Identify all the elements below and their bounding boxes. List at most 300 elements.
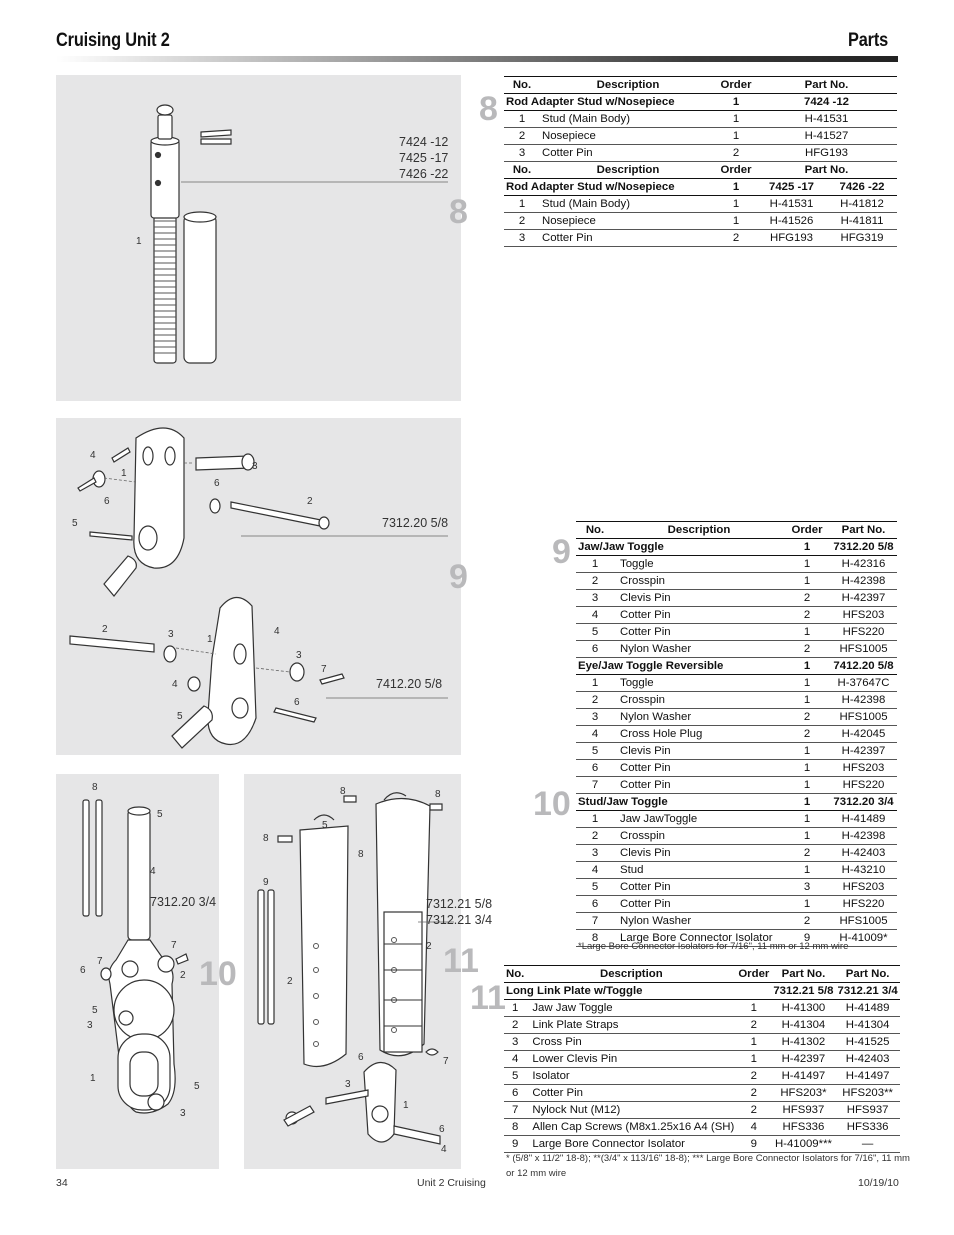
group-part-b: 7426 -22 <box>827 179 897 196</box>
cell-no: 6 <box>576 760 614 777</box>
table-row <box>576 811 897 828</box>
cell-part: H-42403 <box>830 845 897 862</box>
cell-no: 1 <box>576 675 614 692</box>
cell-no: 2 <box>576 828 614 845</box>
callout-7b: 7 <box>97 956 103 967</box>
cell-part-b: H-41304 <box>836 1017 900 1034</box>
cell-order: 1 <box>784 777 830 794</box>
cell-part: HFS1005 <box>830 709 897 726</box>
cell-part-a: HFS336 <box>771 1119 835 1136</box>
table-row <box>576 675 897 692</box>
col-no: No. <box>504 162 540 179</box>
cell-desc: Nosepiece <box>540 213 716 230</box>
callout-3: 3 <box>252 461 258 472</box>
group-part-a: 7425 -17 <box>756 179 827 196</box>
cell-no: 8 <box>504 1119 526 1136</box>
cell-order: 2 <box>736 1017 771 1034</box>
table-row <box>576 573 897 590</box>
cell-desc: Link Plate Straps <box>526 1017 736 1034</box>
cell-part-b: — <box>836 1136 900 1153</box>
cell-no: 5 <box>576 879 614 896</box>
cell-order: 2 <box>716 145 756 162</box>
col-order: Order <box>716 162 756 179</box>
callout-2b: 2 <box>102 624 108 635</box>
col-order: Order <box>716 77 756 94</box>
table-row <box>504 1068 900 1085</box>
figure-number-10: 10 <box>199 955 237 993</box>
cell-part: HFS1005 <box>830 641 897 658</box>
cell-desc: Cotter Pin <box>614 777 784 794</box>
group-title: Long Link Plate w/Toggle <box>504 983 771 1000</box>
callout-5: 5 <box>72 518 78 529</box>
table-row <box>504 1051 900 1068</box>
cell-part: H-41489 <box>830 811 897 828</box>
cell-no: 4 <box>576 862 614 879</box>
cell-part: H-41527 <box>756 128 897 145</box>
cell-order: 2 <box>784 726 830 743</box>
kit-label-top: 7312.20 5/8 <box>382 516 449 530</box>
table-row <box>576 641 897 658</box>
cell-desc: Toggle <box>614 556 784 573</box>
kit-label-bottom: 7412.20 5/8 <box>376 677 443 691</box>
group-part: 7412.20 5/8 <box>830 658 897 675</box>
cell-part: H-42398 <box>830 828 897 845</box>
figure-number-9: 9 <box>449 558 468 596</box>
cell-order: 1 <box>784 692 830 709</box>
parts-table-8 <box>504 76 897 247</box>
table-row <box>504 230 897 247</box>
cell-desc: Cotter Pin <box>614 624 784 641</box>
cell-order: 1 <box>784 624 830 641</box>
col-description: Description <box>614 522 784 539</box>
cell-no: 1 <box>504 1000 526 1017</box>
cell-order: 1 <box>716 111 756 128</box>
cell-no: 5 <box>504 1068 526 1085</box>
callout-4c: 4 <box>172 679 178 690</box>
callout-3b: 3 <box>168 629 174 640</box>
cell-desc: Nosepiece <box>540 128 716 145</box>
callout-8b: 8 <box>435 789 441 800</box>
group-order: 1 <box>784 794 830 811</box>
callout-5: 5 <box>322 820 328 831</box>
kit-label: 7312.20 3/4 <box>150 895 217 909</box>
cell-desc: Large Bore Connector Isolator <box>526 1136 736 1153</box>
cell-no: 6 <box>576 641 614 658</box>
page-number: 34 <box>56 1177 68 1189</box>
cell-order: 1 <box>784 862 830 879</box>
callout-1b: 1 <box>207 634 213 645</box>
col-description: Description <box>540 162 716 179</box>
callout-6b: 6 <box>214 478 220 489</box>
kit-label-1: 7312.21 5/8 <box>426 897 493 911</box>
cell-desc: Isolator <box>526 1068 736 1085</box>
callout-2b: 2 <box>287 976 293 987</box>
callout-7: 7 <box>443 1056 449 1067</box>
col-order: Order <box>736 966 771 983</box>
cell-order: 1 <box>716 128 756 145</box>
cell-part: HFG193 <box>756 145 897 162</box>
cell-part-a: H-41009*** <box>771 1136 835 1153</box>
callout-1: 1 <box>136 236 142 247</box>
callout-4: 4 <box>90 450 96 461</box>
cell-order: 2 <box>784 641 830 658</box>
callout-4: 4 <box>150 866 156 877</box>
cell-desc: Cotter Pin <box>540 145 716 162</box>
callout-6c: 6 <box>294 697 300 708</box>
cell-order: 1 <box>716 213 756 230</box>
cell-part: H-37647C <box>830 675 897 692</box>
table-number-10: 10 <box>533 785 571 823</box>
table-header <box>504 162 897 179</box>
figure-panel-8 <box>56 75 468 401</box>
long-link-plate-drawing <box>244 774 461 1169</box>
callout-3b: 3 <box>180 1108 186 1119</box>
table-row <box>576 777 897 794</box>
cell-part: H-42045 <box>830 726 897 743</box>
footer-date: 10/19/10 <box>858 1177 899 1189</box>
cell-no: 3 <box>576 709 614 726</box>
cell-desc: Nylock Nut (M12) <box>526 1102 736 1119</box>
table-row <box>576 726 897 743</box>
cell-desc: Cross Hole Plug <box>614 726 784 743</box>
cell-no: 1 <box>504 111 540 128</box>
table-row <box>504 128 897 145</box>
cell-order: 2 <box>736 1102 771 1119</box>
table-row <box>576 845 897 862</box>
col-description: Description <box>540 77 716 94</box>
kit-label-3: 7426 -22 <box>399 167 449 181</box>
parts-table-11 <box>504 965 900 1153</box>
cell-part-a: H-41497 <box>771 1068 835 1085</box>
callout-9: 9 <box>263 877 269 888</box>
cell-part-a: H-41300 <box>771 1000 835 1017</box>
cell-desc: Stud (Main Body) <box>540 111 716 128</box>
callout-6b: 6 <box>439 1124 445 1135</box>
callout-8c: 8 <box>263 833 269 844</box>
cell-no: 2 <box>576 573 614 590</box>
cell-part: H-42397 <box>830 590 897 607</box>
cell-order: 1 <box>784 811 830 828</box>
group-row <box>504 983 900 1000</box>
cell-desc: Lower Clevis Pin <box>526 1051 736 1068</box>
cell-desc: Clevis Pin <box>614 743 784 760</box>
table-row <box>504 1000 900 1017</box>
parts-table-9-10 <box>576 521 897 947</box>
col-part-b: Part No. <box>836 966 900 983</box>
cell-desc: Jaw Jaw Toggle <box>526 1000 736 1017</box>
cell-no: 7 <box>504 1102 526 1119</box>
cell-order: 1 <box>736 1034 771 1051</box>
table-row <box>576 743 897 760</box>
cell-order: 1 <box>784 743 830 760</box>
cell-part-a: H-41304 <box>771 1017 835 1034</box>
callout-4b: 4 <box>274 626 280 637</box>
group-part: 7312.20 3/4 <box>830 794 897 811</box>
table-row <box>504 1085 900 1102</box>
callout-1: 1 <box>403 1100 409 1111</box>
cell-desc: Cotter Pin <box>614 607 784 624</box>
cell-order: 1 <box>736 1051 771 1068</box>
table-row <box>576 556 897 573</box>
cell-order: 1 <box>784 896 830 913</box>
figure-panel-10 <box>56 774 237 1169</box>
footer-center: Unit 2 Cruising <box>417 1177 486 1189</box>
cell-desc: Cotter Pin <box>526 1085 736 1102</box>
cell-desc: Nylon Washer <box>614 641 784 658</box>
cell-part-a: HFG193 <box>756 230 827 247</box>
cell-order: 1 <box>784 573 830 590</box>
cell-part: H-42316 <box>830 556 897 573</box>
cell-part: H-42398 <box>830 692 897 709</box>
table-row <box>504 1136 900 1153</box>
table-number-9: 9 <box>552 533 571 571</box>
figure-panel-9 <box>56 418 468 755</box>
cell-order: 1 <box>736 1000 771 1017</box>
cell-desc: Nylon Washer <box>614 913 784 930</box>
cell-part: H-42397 <box>830 743 897 760</box>
group-part: 7424 -12 <box>756 94 897 111</box>
cell-part-b: HFS203** <box>836 1085 900 1102</box>
group-order: 1 <box>716 94 756 111</box>
callout-3: 3 <box>345 1079 351 1090</box>
cell-part-a: H-42397 <box>771 1051 835 1068</box>
callout-5: 5 <box>157 809 163 820</box>
cell-part-b: H-41497 <box>836 1068 900 1085</box>
callout-6: 6 <box>104 496 110 507</box>
col-no: No. <box>576 522 614 539</box>
cell-no: 5 <box>576 743 614 760</box>
cell-order: 1 <box>784 828 830 845</box>
callout-5b: 5 <box>92 1005 98 1016</box>
cell-order: 1 <box>784 675 830 692</box>
section-title: Parts <box>848 30 889 51</box>
group-title: Stud/Jaw Toggle <box>576 794 784 811</box>
callout-8: 8 <box>92 782 98 793</box>
group-part: 7312.20 5/8 <box>830 539 897 556</box>
cell-order: 2 <box>784 607 830 624</box>
cell-part-a: H-41526 <box>756 213 827 230</box>
cell-desc: Clevis Pin <box>614 845 784 862</box>
cell-no: 2 <box>504 128 540 145</box>
cell-order: 2 <box>784 590 830 607</box>
callout-2: 2 <box>307 496 313 507</box>
cell-part: HFS220 <box>830 896 897 913</box>
cell-order: 2 <box>784 845 830 862</box>
cell-order: 9 <box>784 930 830 947</box>
cell-desc: Cotter Pin <box>614 879 784 896</box>
table-row <box>504 111 897 128</box>
cell-part-b: H-41525 <box>836 1034 900 1051</box>
cell-no: 2 <box>504 213 540 230</box>
cell-part-b: H-41489 <box>836 1000 900 1017</box>
callout-7: 7 <box>321 664 327 675</box>
col-description: Description <box>526 966 736 983</box>
cell-part-a: H-41302 <box>771 1034 835 1051</box>
group-title: Rod Adapter Stud w/Nosepiece <box>504 94 716 111</box>
group-order: 1 <box>784 539 830 556</box>
table-11-footnote-1: * (5/8" x 11/2" 18-8); **(3/4" x 113/16" 18-8); *** Large Bore Connector Isolators for 7/16", 11 mm <box>506 1153 910 1164</box>
cell-no: 1 <box>576 811 614 828</box>
table-header <box>504 77 897 94</box>
cell-desc: Cross Pin <box>526 1034 736 1051</box>
group-row <box>504 179 897 196</box>
table-row <box>504 196 897 213</box>
table-row <box>504 1119 900 1136</box>
table-row <box>576 760 897 777</box>
figure-number-11: 11 <box>443 942 479 980</box>
cell-part-b: HFS336 <box>836 1119 900 1136</box>
table-row <box>576 709 897 726</box>
callout-6: 6 <box>80 965 86 976</box>
cell-part: HFS220 <box>830 777 897 794</box>
table-row <box>576 879 897 896</box>
cell-no: 9 <box>504 1136 526 1153</box>
callout-5b: 5 <box>177 711 183 722</box>
rod-adapter-stud-drawing <box>56 75 461 401</box>
group-row <box>576 658 897 675</box>
group-row <box>576 539 897 556</box>
cell-desc: Toggle <box>614 675 784 692</box>
cell-no: 2 <box>504 1017 526 1034</box>
group-order: 1 <box>784 658 830 675</box>
cell-no: 8 <box>576 930 614 947</box>
group-title: Jaw/Jaw Toggle <box>576 539 784 556</box>
cell-order: 2 <box>784 913 830 930</box>
cell-desc: Clevis Pin <box>614 590 784 607</box>
cell-part-b: HFS937 <box>836 1102 900 1119</box>
cell-order: 2 <box>736 1068 771 1085</box>
cell-no: 7 <box>576 777 614 794</box>
cell-desc: Nylon Washer <box>614 709 784 726</box>
cell-no: 1 <box>576 556 614 573</box>
cell-part-a: HFS937 <box>771 1102 835 1119</box>
cell-part-b: H-42403 <box>836 1051 900 1068</box>
cell-desc: Allen Cap Screws (M8x1.25x16 A4 (SH) <box>526 1119 736 1136</box>
callout-1: 1 <box>90 1073 96 1084</box>
cell-part: HFS1005 <box>830 913 897 930</box>
cell-no: 3 <box>504 230 540 247</box>
table-row <box>576 862 897 879</box>
cell-order: 2 <box>784 709 830 726</box>
callout-3c: 3 <box>296 650 302 661</box>
group-order: 1 <box>716 179 756 196</box>
table-row <box>576 590 897 607</box>
cell-no: 2 <box>576 692 614 709</box>
cell-part: H-43210 <box>830 862 897 879</box>
callout-2: 2 <box>180 970 186 981</box>
cell-no: 4 <box>504 1051 526 1068</box>
cell-part: H-42398 <box>830 573 897 590</box>
cell-no: 5 <box>576 624 614 641</box>
table-number-8: 8 <box>479 90 498 128</box>
callout-6a: 6 <box>358 1052 364 1063</box>
table-row <box>576 607 897 624</box>
col-no: No. <box>504 966 526 983</box>
kit-label-1: 7424 -12 <box>399 135 449 149</box>
table-header <box>576 522 897 539</box>
col-part-a: Part No. <box>771 966 835 983</box>
callout-4: 4 <box>441 1144 447 1155</box>
table-row <box>504 1017 900 1034</box>
cell-part-a: H-41531 <box>756 196 827 213</box>
group-row <box>576 794 897 811</box>
cell-desc: Stud <box>614 862 784 879</box>
cell-order: 9 <box>736 1136 771 1153</box>
cell-no: 6 <box>576 896 614 913</box>
table-number-11: 11 <box>470 979 506 1017</box>
cell-no: 3 <box>576 845 614 862</box>
cell-order: 1 <box>784 556 830 573</box>
cell-desc: Cotter Pin <box>614 896 784 913</box>
callout-8a: 8 <box>340 786 346 797</box>
cell-no: 3 <box>576 590 614 607</box>
cell-part-b: HFG319 <box>827 230 897 247</box>
cell-part: HFS220 <box>830 624 897 641</box>
group-part-a: 7312.21 5/8 <box>771 983 835 1000</box>
toggle-drawing <box>56 418 461 755</box>
cell-part: H-41009* <box>830 930 897 947</box>
cell-part: HFS203 <box>830 607 897 624</box>
cell-order: 2 <box>736 1085 771 1102</box>
table-row <box>576 828 897 845</box>
callout-7: 7 <box>171 940 177 951</box>
figure-number-8: 8 <box>449 193 468 231</box>
callout-8d: 8 <box>358 849 364 860</box>
table-row <box>576 913 897 930</box>
kit-label-2: 7312.21 3/4 <box>426 913 493 927</box>
col-no: No. <box>504 77 540 94</box>
col-order: Order <box>784 522 830 539</box>
page-title: Cruising Unit 2 <box>56 30 170 51</box>
group-part-b: 7312.21 3/4 <box>836 983 900 1000</box>
cell-desc: Crosspin <box>614 692 784 709</box>
cell-part-b: H-41811 <box>827 213 897 230</box>
cell-desc: Crosspin <box>614 573 784 590</box>
table-row <box>504 213 897 230</box>
figure-panel-11 <box>244 774 493 1169</box>
cell-desc: Stud (Main Body) <box>540 196 716 213</box>
cell-order: 1 <box>784 760 830 777</box>
callout-5c: 5 <box>194 1081 200 1092</box>
cell-no: 7 <box>576 913 614 930</box>
table-11-footnote-2: or 12 mm wire <box>506 1168 567 1179</box>
cell-order: 1 <box>716 196 756 213</box>
cell-part: H-41531 <box>756 111 897 128</box>
table-row <box>504 1102 900 1119</box>
table-row <box>576 692 897 709</box>
cell-part-b: H-41812 <box>827 196 897 213</box>
table-row <box>576 896 897 913</box>
callout-2a: 2 <box>426 941 432 952</box>
cell-order: 3 <box>784 879 830 896</box>
table-header <box>504 966 900 983</box>
cell-no: 6 <box>504 1085 526 1102</box>
kit-label-2: 7425 -17 <box>399 151 449 165</box>
col-part: Part No. <box>830 522 897 539</box>
table-10-footnote: *Large Bore Connector Isolators for 7/16", 11 mm or 12 mm wire <box>578 941 849 952</box>
cell-part: HFS203 <box>830 879 897 896</box>
header-rule <box>56 56 898 62</box>
callout-3: 3 <box>87 1020 93 1031</box>
cell-no: 4 <box>576 726 614 743</box>
table-row <box>576 624 897 641</box>
cell-no: 3 <box>504 1034 526 1051</box>
callout-1: 1 <box>121 468 127 479</box>
cell-part-a: HFS203* <box>771 1085 835 1102</box>
cell-desc: Cotter Pin <box>614 760 784 777</box>
table-row <box>504 1034 900 1051</box>
cell-no: 4 <box>576 607 614 624</box>
